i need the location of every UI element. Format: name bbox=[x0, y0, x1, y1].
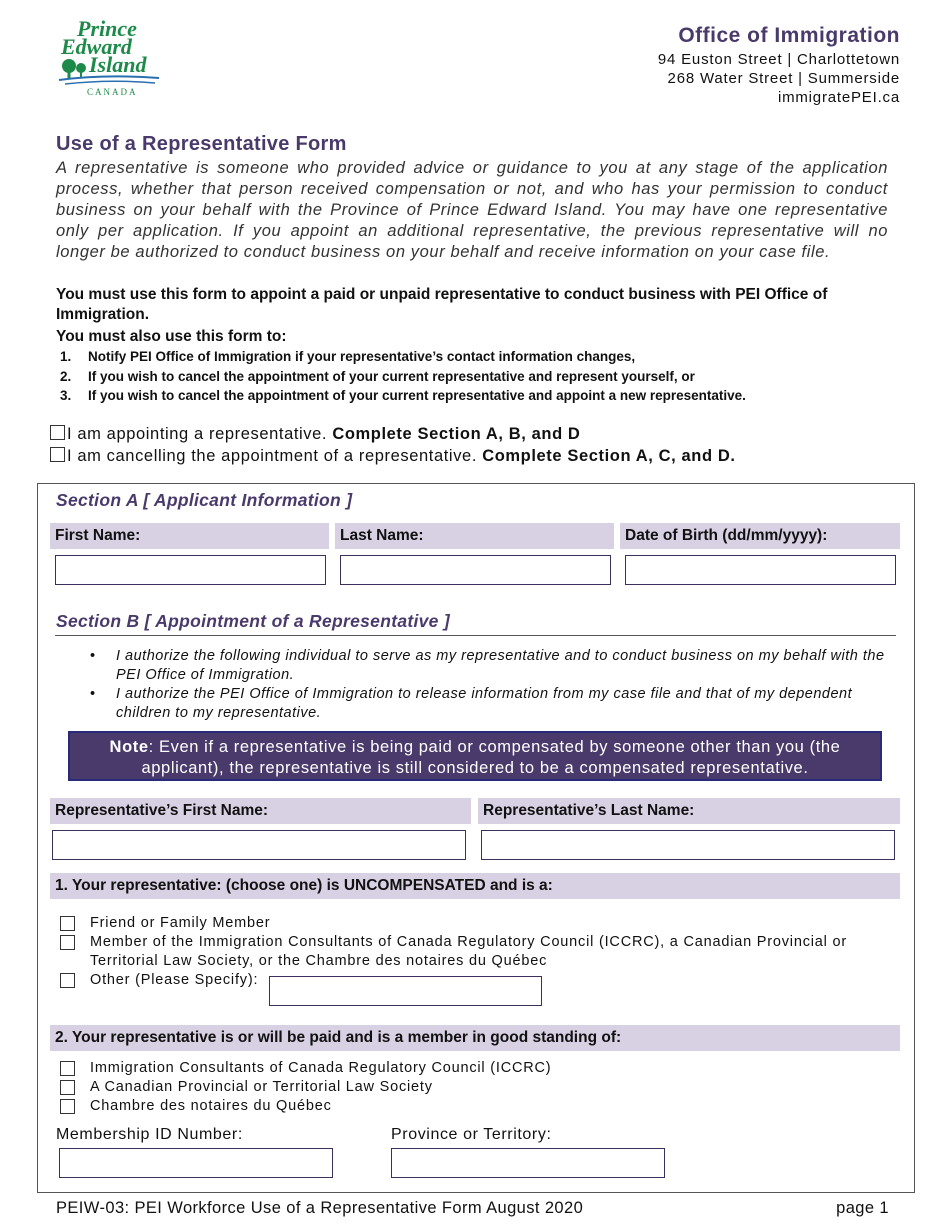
address-charlottetown: 94 Euston Street | Charlottetown bbox=[657, 51, 900, 68]
other-specify-field[interactable] bbox=[269, 976, 542, 1006]
dob-field[interactable] bbox=[625, 555, 896, 585]
last-name-field[interactable] bbox=[340, 555, 611, 585]
iccrc-member-checkbox[interactable] bbox=[60, 935, 75, 950]
must-also-text: You must also use this form to: bbox=[56, 328, 287, 345]
pei-logo bbox=[55, 16, 165, 98]
list-item: Immigration Consultants of Canada Regulatory Council (ICCRC) bbox=[58, 1059, 898, 1078]
note-box bbox=[68, 731, 882, 781]
province-field[interactable] bbox=[391, 1148, 665, 1178]
note-text: : Even if a representative is being paid or compensated by someone other than you (the applicant), the representative is still considered to be a compensated representative. bbox=[141, 738, 841, 777]
list-item: 1. Notify PEI Office of Immigration if your representative’s contact information changes, bbox=[60, 349, 636, 364]
address-summerside: 268 Water Street | Summerside bbox=[667, 70, 900, 87]
law-society-checkbox[interactable] bbox=[60, 1080, 75, 1095]
membership-id-label: Membership ID Number: bbox=[56, 1126, 243, 1143]
rep-last-name-field[interactable] bbox=[481, 830, 895, 860]
authorization-bullet: • I authorize the following individual to serve as my representative and to conduct business on my behalf with the PEI Office of Immigration. bbox=[90, 647, 900, 685]
last-name-label: Last Name: bbox=[335, 523, 614, 549]
chambre-notaires-checkbox[interactable] bbox=[60, 1099, 75, 1114]
note-label: Note bbox=[109, 738, 149, 756]
uncompensated-question: 1. Your representative: (choose one) is UNCOMPENSATED and is a: bbox=[50, 873, 900, 899]
use-cases-list bbox=[60, 347, 746, 406]
form-title: Use of a Representative Form bbox=[56, 133, 347, 155]
list-item: 2. If you wish to cancel the appointment of your current representative and represent yourself, or bbox=[60, 368, 695, 384]
cancel-option: I am cancelling the appointment of a representative. Complete Section A, C, and D. bbox=[50, 447, 736, 466]
rep-last-name-label: Representative’s Last Name: bbox=[478, 798, 900, 824]
cancel-checkbox[interactable] bbox=[50, 447, 65, 462]
logo-line2: Edward bbox=[61, 34, 132, 59]
website-link[interactable]: immigratePEI.ca bbox=[777, 89, 900, 106]
section-a-title: Section A [ Applicant Information ] bbox=[56, 490, 353, 510]
intro-paragraph: A representative is someone who provided advice or guidance to you at any stage of the application process, whether that person received compensation or not, and who has your permission to conduct business on your behalf with the Province of Prince Edward Island. You may have one representative only per application. If you appoint an additional representative, the previous representative will no longer be authorized to conduct business on your behalf and receive information on your case file. bbox=[56, 159, 888, 261]
section-b-title: Section B [ Appointment of a Representative ] bbox=[56, 611, 451, 631]
footer-form-id: PEIW-03: PEI Workforce Use of a Representative Form August 2020 bbox=[56, 1199, 584, 1217]
logo-sub: CANADA bbox=[87, 87, 138, 97]
appoint-option: I am appointing a representative. Complete Section A, B, and D bbox=[50, 425, 580, 444]
section-b-divider bbox=[55, 635, 896, 636]
friend-family-checkbox[interactable] bbox=[60, 916, 75, 931]
appoint-checkbox[interactable] bbox=[50, 425, 65, 440]
first-name-label: First Name: bbox=[50, 523, 329, 549]
authorization-bullets bbox=[90, 647, 900, 723]
list-item: A Canadian Provincial or Territorial Law Society bbox=[58, 1078, 898, 1097]
authorization-bullet: • I authorize the PEI Office of Immigration to release information from my case file and that of my dependent children to my representative. bbox=[90, 685, 900, 723]
membership-id-field[interactable] bbox=[59, 1148, 333, 1178]
logo-line1: Prince bbox=[77, 16, 137, 41]
iccrc-checkbox[interactable] bbox=[60, 1061, 75, 1076]
list-item: Member of the Immigration Consultants of Canada Regulatory Council (ICCRC), a Canadian Provincial or Territorial Law Society, or the Chambre des notaires du Québec bbox=[58, 933, 898, 971]
logo-line3: Island bbox=[89, 52, 147, 77]
list-item: Chambre des notaires du Québec bbox=[58, 1097, 898, 1116]
dob-label: Date of Birth (dd/mm/yyyy): bbox=[620, 523, 900, 549]
paid-question: 2. Your representative is or will be paid and is a member in good standing of: bbox=[50, 1025, 900, 1051]
rep-first-name-field[interactable] bbox=[52, 830, 466, 860]
other-checkbox[interactable] bbox=[60, 973, 75, 988]
province-label: Province or Territory: bbox=[391, 1126, 552, 1143]
first-name-field[interactable] bbox=[55, 555, 326, 585]
list-item: 3. If you wish to cancel the appointment of your current representative and appoint a new representative. bbox=[60, 388, 746, 403]
office-title: Office of Immigration bbox=[678, 24, 900, 47]
must-use-text: You must use this form to appoint a paid or unpaid representative to conduct business with PEI Office of Immigration. bbox=[56, 286, 828, 323]
list-item: Other (Please Specify): bbox=[58, 971, 898, 990]
tree-logo-icon bbox=[55, 16, 165, 98]
list-item: Friend or Family Member bbox=[58, 914, 898, 933]
page-number: page 1 bbox=[836, 1199, 889, 1217]
rep-first-name-label: Representative’s First Name: bbox=[50, 798, 471, 824]
paid-options bbox=[58, 1059, 898, 1116]
